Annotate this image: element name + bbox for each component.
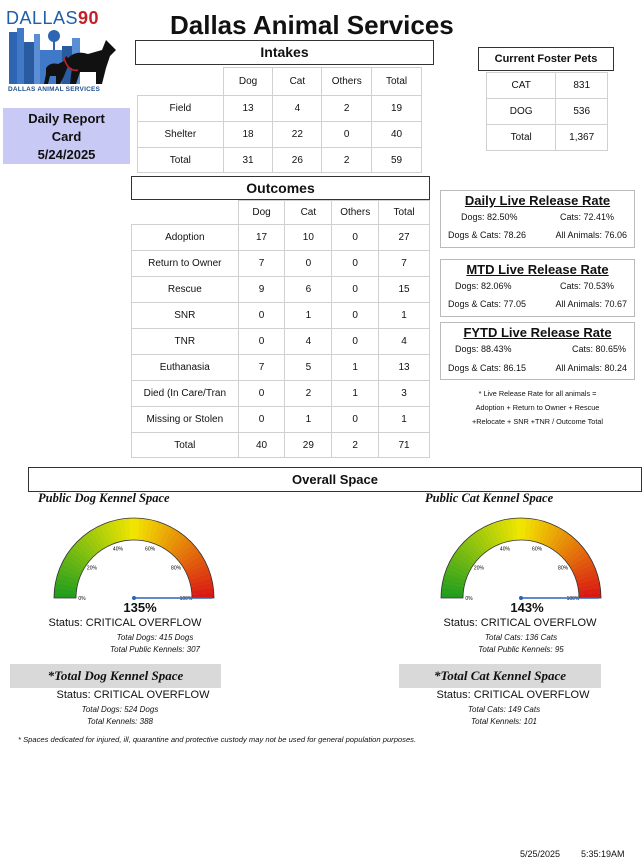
report-date: 5/25/2025: [520, 849, 561, 859]
note-line: +Relocate + SNR +TNR / Outcome Total: [471, 417, 604, 426]
cat-total-title: *Total Cat Kennel Space: [399, 664, 601, 688]
table-row: [487, 99, 608, 125]
rate-dogs-cats: Dogs & Cats: 86.15: [448, 363, 527, 373]
row-label: Return to Owner: [132, 251, 239, 277]
table-row: [132, 251, 430, 277]
cell: 0: [332, 407, 379, 433]
rate-all-animals: All Animals: 80.24: [555, 363, 627, 373]
table-row: [132, 355, 430, 381]
row-label: Total: [132, 433, 239, 458]
daily-card-line1: Daily Report: [28, 111, 105, 126]
table-row: [138, 122, 422, 148]
row-label: Shelter: [138, 122, 224, 148]
cell: 1: [285, 407, 332, 433]
cell: 26: [273, 148, 322, 173]
cat-public-status: Status: CRITICAL OVERFLOW: [443, 617, 597, 629]
cell: 0: [238, 381, 285, 407]
cell: 27: [379, 225, 430, 251]
intakes-corner: [138, 68, 224, 96]
logo-wordmark: DALLAS90: [6, 8, 100, 28]
detail-line: Total Kennels: 388: [87, 717, 153, 726]
cell: 1,367: [556, 125, 608, 151]
outcomes-col-header: Others: [332, 201, 379, 225]
table-row: [132, 329, 430, 355]
outcomes-col-header: Total: [379, 201, 430, 225]
cat-total-status: Status: CRITICAL OVERFLOW: [436, 689, 590, 701]
gauge-tick-label: 40%: [112, 546, 123, 553]
overall-space-header: Overall Space: [28, 467, 642, 492]
dog-kennel-gauge: [50, 512, 218, 604]
daily-report-card: [3, 108, 130, 164]
cell: 19: [372, 96, 422, 122]
table-row: [132, 407, 430, 433]
cell: 18: [223, 122, 273, 148]
cell: 2: [332, 433, 379, 458]
cat-kennel-gauge: [437, 512, 605, 604]
cell: 0: [332, 303, 379, 329]
cell: 22: [273, 122, 322, 148]
cell: 15: [379, 277, 430, 303]
row-label: Missing or Stolen: [132, 407, 239, 433]
gauge-tick-label: 60%: [532, 546, 543, 553]
note-line: Adoption + Return to Owner + Rescue: [475, 403, 600, 412]
live-release-rate-note: [440, 387, 635, 429]
intakes-col-header: Cat: [273, 68, 322, 96]
cell: 0: [332, 277, 379, 303]
gauge-tick-label: 0%: [465, 596, 473, 602]
gauge-tick-label: 100%: [179, 596, 193, 602]
rate-dogs: Dogs: 88.43%: [455, 344, 512, 354]
cell: 17: [238, 225, 285, 251]
gauge-tick-label: 80%: [558, 565, 569, 572]
cat-public-percent: 143%: [510, 600, 544, 615]
rate-title: MTD Live Release Rate: [466, 262, 609, 277]
rate-title: FYTD Live Release Rate: [463, 325, 612, 340]
outcomes-corner: [132, 201, 239, 225]
cell: 2: [285, 381, 332, 407]
cell: 1: [379, 303, 430, 329]
dallas-animal-services-logo: [6, 8, 118, 96]
gauge-tick-label: 20%: [86, 565, 97, 572]
cell: 29: [285, 433, 332, 458]
table-row: [487, 73, 608, 99]
daily-card-line2: Card: [51, 129, 82, 144]
table-row: [132, 433, 430, 458]
table-row: [132, 277, 430, 303]
row-label: Euthanasia: [132, 355, 239, 381]
cell: 0: [332, 225, 379, 251]
cell: 13: [379, 355, 430, 381]
cell: 0: [238, 329, 285, 355]
dog-public-details: [60, 632, 250, 656]
detail-line: Total Public Kennels: 95: [478, 645, 564, 654]
cell: 0: [332, 329, 379, 355]
rate-cats: Cats: 80.65%: [571, 344, 626, 354]
cell: 2: [322, 96, 372, 122]
cell: 7: [238, 355, 285, 381]
dog-total-status: Status: CRITICAL OVERFLOW: [56, 689, 210, 701]
mtd-live-release-rate: [440, 259, 635, 317]
cell: 0: [322, 122, 372, 148]
cell: 71: [379, 433, 430, 458]
rate-cats: Cats: 72.41%: [559, 212, 614, 222]
rate-dogs-cats: Dogs & Cats: 78.26: [448, 230, 527, 240]
gauge-tick-label: 60%: [145, 546, 156, 553]
gauge-tick-label: 100%: [566, 596, 580, 602]
gauge-tick-label: 20%: [473, 565, 484, 572]
cell: 4: [273, 96, 322, 122]
rate-dogs-cats: Dogs & Cats: 77.05: [448, 299, 527, 309]
daily-card-date: 5/24/2025: [37, 147, 96, 162]
row-label: Died (In Care/Tran: [132, 381, 239, 407]
intakes-col-header: Total: [372, 68, 422, 96]
table-row: [138, 148, 422, 173]
table-row: [138, 96, 422, 122]
intakes-title: Intakes: [135, 40, 434, 65]
table-row: [132, 225, 430, 251]
row-label: SNR: [132, 303, 239, 329]
cell: 7: [379, 251, 430, 277]
outcomes-col-header: Cat: [285, 201, 332, 225]
detail-line: Total Cats: 136 Cats: [484, 633, 558, 642]
logo-subtitle: DALLAS ANIMAL SERVICES: [8, 86, 101, 93]
rate-title: Daily Live Release Rate: [464, 193, 611, 208]
detail-line: Total Public Kennels: 307: [110, 645, 200, 654]
row-label: CAT: [487, 73, 556, 99]
cell: 59: [372, 148, 422, 173]
row-label: DOG: [487, 99, 556, 125]
cell: 0: [238, 407, 285, 433]
gauge-tick-label: 80%: [171, 565, 182, 572]
cell: 0: [238, 303, 285, 329]
table-row: [132, 303, 430, 329]
intakes-table: [137, 67, 422, 173]
cell: 3: [379, 381, 430, 407]
cell: 1: [285, 303, 332, 329]
footnote: * Spaces dedicated for injured, ill, quarantine and protective custody may not be used for general population purposes.: [18, 735, 417, 744]
rate-cats: Cats: 70.53%: [559, 281, 614, 291]
cell: 1: [332, 381, 379, 407]
intakes-col-header: Dog: [223, 68, 273, 96]
dog-public-percent: 135%: [123, 600, 157, 615]
report-time: 5:35:19AM: [581, 849, 625, 859]
cell: 5: [285, 355, 332, 381]
cell: 536: [556, 99, 608, 125]
note-line: * Live Release Rate for all animals =: [478, 389, 597, 398]
dog-public-title: Public Dog Kennel Space: [38, 491, 170, 505]
detail-line: Total Kennels: 101: [471, 717, 537, 726]
cell: 6: [285, 277, 332, 303]
foster-title: Current Foster Pets: [478, 47, 614, 71]
dog-total-details: [50, 704, 190, 728]
detail-line: Total Dogs: 524 Dogs: [81, 705, 159, 714]
cell: 31: [223, 148, 273, 173]
cat-public-details: [436, 632, 606, 656]
row-label: Rescue: [132, 277, 239, 303]
cat-public-title: Public Cat Kennel Space: [425, 491, 554, 505]
dog-public-status: Status: CRITICAL OVERFLOW: [48, 617, 202, 629]
gauge-tick-label: 40%: [499, 546, 510, 553]
outcomes-col-header: Dog: [238, 201, 285, 225]
cell: 4: [379, 329, 430, 355]
outcomes-header-row: [132, 201, 430, 225]
table-row: [132, 381, 430, 407]
row-label: Total: [138, 148, 224, 173]
table-row: [487, 125, 608, 151]
page-title: Dallas Animal Services: [170, 10, 454, 40]
row-label: Total: [487, 125, 556, 151]
detail-line: Total Dogs: 415 Dogs: [116, 633, 194, 642]
intakes-header-row: [138, 68, 422, 96]
outcomes-table: [131, 200, 430, 458]
gauge-tick-label: 0%: [78, 596, 86, 602]
foster-table: [486, 72, 608, 151]
rate-all-animals: All Animals: 76.06: [555, 230, 627, 240]
skyline-dog-cat-icon: [6, 28, 118, 86]
rate-dogs: Dogs: 82.50%: [461, 212, 518, 222]
cell: 4: [285, 329, 332, 355]
dog-total-title: *Total Dog Kennel Space: [10, 664, 221, 688]
rate-dogs: Dogs: 82.06%: [455, 281, 512, 291]
rate-all-animals: All Animals: 70.67: [555, 299, 627, 309]
cell: 0: [285, 251, 332, 277]
cell: 7: [238, 251, 285, 277]
cell: 831: [556, 73, 608, 99]
cell: 1: [332, 355, 379, 381]
detail-line: Total Cats: 149 Cats: [467, 705, 541, 714]
cell: 10: [285, 225, 332, 251]
cell: 40: [372, 122, 422, 148]
cell: 40: [238, 433, 285, 458]
cell: 13: [223, 96, 273, 122]
cell: 1: [379, 407, 430, 433]
row-label: Adoption: [132, 225, 239, 251]
row-label: TNR: [132, 329, 239, 355]
cat-total-details: [444, 704, 564, 728]
intakes-col-header: Others: [322, 68, 372, 96]
row-label: Field: [138, 96, 224, 122]
fytd-live-release-rate: [440, 322, 635, 380]
cell: 0: [332, 251, 379, 277]
daily-live-release-rate: [440, 190, 635, 248]
cell: 9: [238, 277, 285, 303]
cell: 2: [322, 148, 372, 173]
outcomes-title: Outcomes: [131, 176, 430, 200]
